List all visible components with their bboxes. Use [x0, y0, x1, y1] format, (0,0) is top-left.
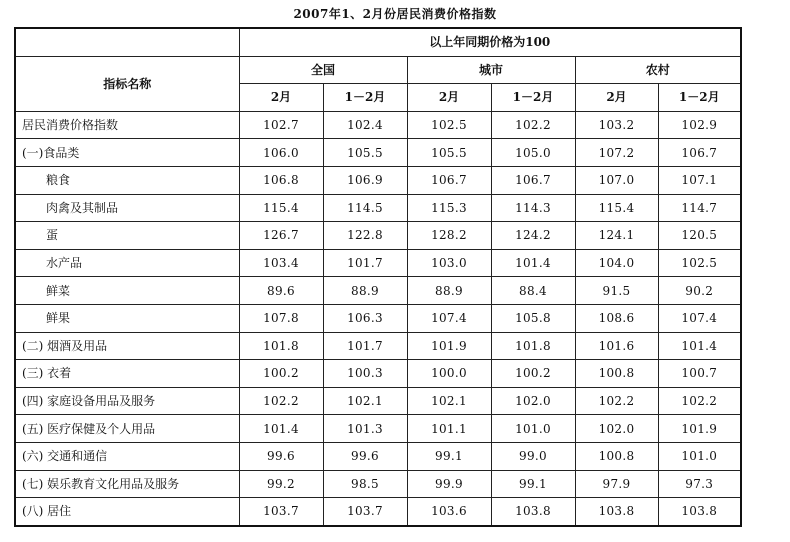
- indicator-name: (二) 烟酒及用品: [15, 332, 239, 360]
- table-row: [15, 249, 741, 277]
- index-value: 102.0: [575, 415, 658, 443]
- table-row: [15, 222, 741, 250]
- index-value: 115.4: [575, 194, 658, 222]
- index-value: 101.0: [658, 442, 741, 470]
- index-value: 101.0: [491, 415, 575, 443]
- index-value: 106.7: [491, 166, 575, 194]
- index-value: 107.4: [407, 304, 491, 332]
- table-header: [15, 28, 741, 111]
- subheader-cell: 1－2月: [491, 84, 575, 112]
- index-value: 103.8: [658, 498, 741, 526]
- index-value: 106.3: [323, 304, 407, 332]
- index-value: 107.4: [658, 304, 741, 332]
- index-value: 100.2: [491, 360, 575, 388]
- index-value: 99.0: [491, 442, 575, 470]
- group-header-rural: 农村: [575, 56, 741, 84]
- index-value: 99.1: [491, 470, 575, 498]
- indicator-name: 粮食: [15, 166, 239, 194]
- index-value: 101.3: [323, 415, 407, 443]
- index-value: 100.8: [575, 442, 658, 470]
- base-note: 以上年同期价格为100: [239, 28, 741, 56]
- index-value: 102.2: [491, 111, 575, 139]
- index-value: 100.8: [575, 360, 658, 388]
- index-value: 106.8: [239, 166, 323, 194]
- table-body: [15, 111, 741, 525]
- index-value: 114.3: [491, 194, 575, 222]
- indicator-name: (一)食品类: [15, 139, 239, 167]
- index-value: 101.7: [323, 249, 407, 277]
- indicator-name: 鲜果: [15, 304, 239, 332]
- index-value: 101.9: [407, 332, 491, 360]
- index-value: 106.9: [323, 166, 407, 194]
- table-row: [15, 194, 741, 222]
- index-value: 115.3: [407, 194, 491, 222]
- indicator-name: 蛋: [15, 222, 239, 250]
- group-header-national: 全国: [239, 56, 407, 84]
- index-value: 102.9: [658, 111, 741, 139]
- indicator-name: 居民消费价格指数: [15, 111, 239, 139]
- group-header-urban: 城市: [407, 56, 575, 84]
- index-value: 102.5: [407, 111, 491, 139]
- index-value: 102.5: [658, 249, 741, 277]
- index-value: 124.2: [491, 222, 575, 250]
- index-value: 107.2: [575, 139, 658, 167]
- index-value: 103.7: [239, 498, 323, 526]
- table-row: [15, 360, 741, 388]
- indicator-name: (六) 交通和通信: [15, 442, 239, 470]
- index-value: 106.0: [239, 139, 323, 167]
- indicator-name: (五) 医疗保健及个人用品: [15, 415, 239, 443]
- index-value: 107.1: [658, 166, 741, 194]
- index-value: 100.3: [323, 360, 407, 388]
- index-value: 103.8: [575, 498, 658, 526]
- index-value: 105.0: [491, 139, 575, 167]
- index-value: 114.5: [323, 194, 407, 222]
- indicator-name: (三) 衣着: [15, 360, 239, 388]
- index-value: 97.9: [575, 470, 658, 498]
- index-value: 103.2: [575, 111, 658, 139]
- index-value: 114.7: [658, 194, 741, 222]
- table-row: [15, 415, 741, 443]
- index-value: 106.7: [407, 166, 491, 194]
- index-value: 105.5: [407, 139, 491, 167]
- index-value: 102.7: [239, 111, 323, 139]
- index-value: 100.7: [658, 360, 741, 388]
- index-value: 99.9: [407, 470, 491, 498]
- index-value: 100.2: [239, 360, 323, 388]
- index-value: 91.5: [575, 277, 658, 305]
- index-value: 101.8: [491, 332, 575, 360]
- index-value: 88.9: [407, 277, 491, 305]
- index-value: 89.6: [239, 277, 323, 305]
- subheader-cell: 2月: [239, 84, 323, 112]
- index-value: 99.1: [407, 442, 491, 470]
- subheader-cell: 2月: [407, 84, 491, 112]
- index-value: 88.9: [323, 277, 407, 305]
- index-value: 99.2: [239, 470, 323, 498]
- index-value: 99.6: [323, 442, 407, 470]
- index-value: 101.9: [658, 415, 741, 443]
- index-value: 97.3: [658, 470, 741, 498]
- index-value: 124.1: [575, 222, 658, 250]
- index-value: 122.8: [323, 222, 407, 250]
- index-value: 103.8: [491, 498, 575, 526]
- table-row: [15, 387, 741, 415]
- index-value: 128.2: [407, 222, 491, 250]
- index-value: 107.0: [575, 166, 658, 194]
- indicator-name: (八) 居住: [15, 498, 239, 526]
- index-value: 104.0: [575, 249, 658, 277]
- table-row: [15, 498, 741, 526]
- table-row: [15, 442, 741, 470]
- index-value: 108.6: [575, 304, 658, 332]
- subheader-cell: 2月: [575, 84, 658, 112]
- index-value: 90.2: [658, 277, 741, 305]
- subheader-cell: 1－2月: [323, 84, 407, 112]
- index-value: 101.6: [575, 332, 658, 360]
- table-row: [15, 277, 741, 305]
- index-value: 126.7: [239, 222, 323, 250]
- header-corner: [15, 28, 239, 56]
- index-value: 102.4: [323, 111, 407, 139]
- index-value: 106.7: [658, 139, 741, 167]
- index-value: 120.5: [658, 222, 741, 250]
- index-value: 102.2: [239, 387, 323, 415]
- table-row: [15, 139, 741, 167]
- index-value: 105.5: [323, 139, 407, 167]
- indicator-name: 水产品: [15, 249, 239, 277]
- index-value: 107.8: [239, 304, 323, 332]
- index-value: 105.8: [491, 304, 575, 332]
- index-value: 102.1: [407, 387, 491, 415]
- subheader-cell: 1－2月: [658, 84, 741, 112]
- index-value: 102.1: [323, 387, 407, 415]
- index-value: 100.0: [407, 360, 491, 388]
- index-value: 103.6: [407, 498, 491, 526]
- table-row: [15, 470, 741, 498]
- index-value: 101.4: [491, 249, 575, 277]
- index-value: 99.6: [239, 442, 323, 470]
- cpi-table: [14, 27, 742, 527]
- indicator-name: 肉禽及其制品: [15, 194, 239, 222]
- index-value: 88.4: [491, 277, 575, 305]
- table-row: [15, 304, 741, 332]
- index-value: 102.2: [658, 387, 741, 415]
- index-value: 102.0: [491, 387, 575, 415]
- page-title: 2007年1、2月份居民消费价格指数: [293, 7, 497, 21]
- index-value: 102.2: [575, 387, 658, 415]
- index-value: 103.4: [239, 249, 323, 277]
- indicator-name: (七) 娱乐教育文化用品及服务: [15, 470, 239, 498]
- table-row: [15, 111, 741, 139]
- index-value: 98.5: [323, 470, 407, 498]
- index-value: 101.7: [323, 332, 407, 360]
- table-row: [15, 166, 741, 194]
- index-value: 101.4: [239, 415, 323, 443]
- index-value: 103.0: [407, 249, 491, 277]
- indicator-name: 鲜菜: [15, 277, 239, 305]
- index-value: 103.7: [323, 498, 407, 526]
- indicator-name: (四) 家庭设备用品及服务: [15, 387, 239, 415]
- index-value: 115.4: [239, 194, 323, 222]
- index-value: 101.8: [239, 332, 323, 360]
- index-value: 101.1: [407, 415, 491, 443]
- index-value: 101.4: [658, 332, 741, 360]
- table-row: [15, 332, 741, 360]
- name-column-header: 指标名称: [15, 56, 239, 111]
